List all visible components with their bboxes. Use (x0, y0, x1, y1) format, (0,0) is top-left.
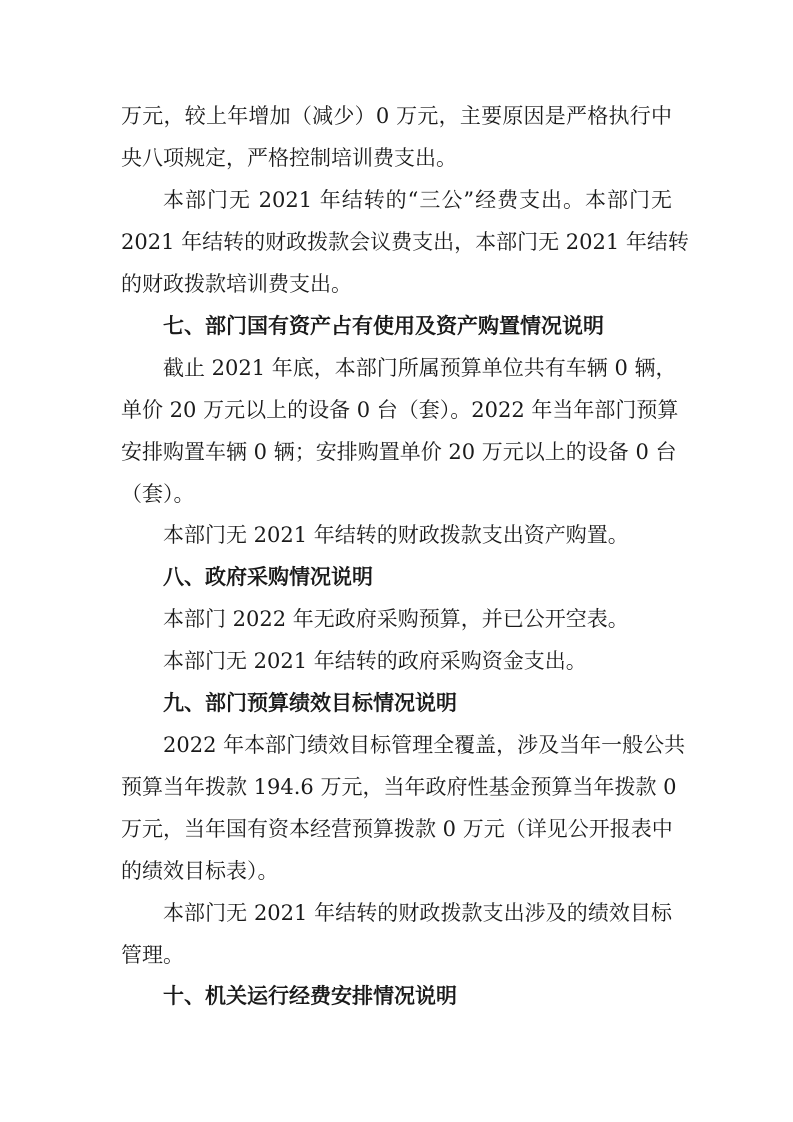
paragraph-line: 2022 年本部门绩效目标管理全覆盖，涉及当年一般公共 (163, 733, 686, 757)
paragraph-line: 管理。 (121, 943, 184, 967)
paragraph-line: 的绩效目标表）。 (121, 859, 279, 883)
section-heading: 八、政府采购情况说明 (163, 565, 373, 589)
paragraph-line: 截止 2021 年底，本部门所属预算单位共有车辆 0 辆， (163, 356, 677, 380)
paragraph-line: 本部门 2022 年无政府采购预算，并已公开空表。 (163, 607, 629, 631)
paragraph-line: 安排购置车辆 0 辆；安排购置单价 20 万元以上的设备 0 台 (121, 440, 677, 464)
paragraph-line: 本部门无 2021 年结转的政府采购资金支出。 (163, 649, 587, 673)
paragraph-line: 的财政拨款培训费支出。 (121, 272, 352, 296)
section-heading: 十、机关运行经费安排情况说明 (163, 984, 457, 1008)
paragraph-line: 单价 20 万元以上的设备 0 台（套）。2022 年当年部门预算 (121, 398, 679, 422)
paragraph-line: 本部门无 2021 年结转的“三公”经费支出。本部门无 (163, 188, 672, 212)
paragraph-line: 本部门无 2021 年结转的财政拨款支出资产购置。 (163, 523, 629, 547)
paragraph-line: 万元，当年国有资本经营预算拨款 0 万元（详见公开报表中 (121, 817, 673, 841)
section-heading: 九、部门预算绩效目标情况说明 (163, 691, 457, 715)
paragraph-line: （套）。 (121, 482, 195, 506)
paragraph-line: 本部门无 2021 年结转的财政拨款支出涉及的绩效目标 (163, 901, 672, 925)
paragraph-line: 预算当年拨款 194.6 万元，当年政府性基金预算当年拨款 0 (121, 775, 677, 799)
paragraph-line: 央八项规定，严格控制培训费支出。 (121, 146, 457, 170)
paragraph-line: 2021 年结转的财政拨款会议费支出，本部门无 2021 年结转 (121, 230, 689, 254)
section-heading: 七、部门国有资产占有使用及资产购置情况说明 (163, 314, 604, 338)
paragraph-line: 万元，较上年增加（减少）0 万元，主要原因是严格执行中 (121, 104, 672, 128)
